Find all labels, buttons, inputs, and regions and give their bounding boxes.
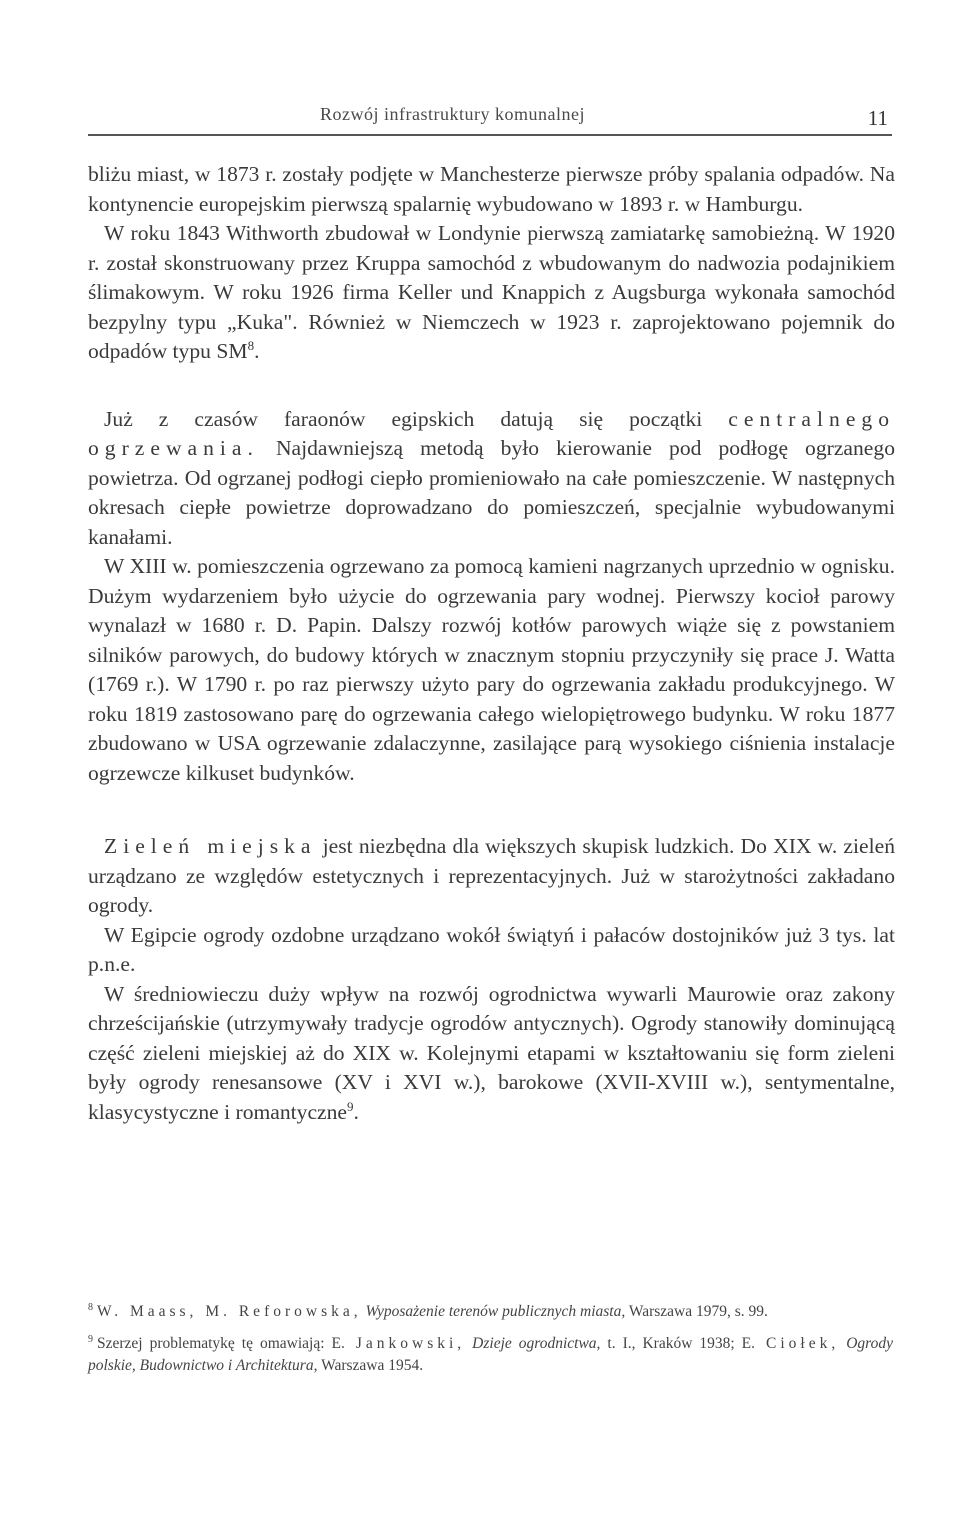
footnote-9-mid: t. I., Kraków 1938; E. bbox=[600, 1335, 756, 1353]
paragraph-1-text: bliżu miast, w 1873 r. zostały podjęte w Manchesterze pierwsze próby spalania odpadów. Na kontynencie europejskim pierwszą spalarnię wybudowano w 1893 r. w Hamburgu. bbox=[88, 162, 895, 216]
footnote-8-author-2: M. Reforowska, bbox=[197, 1303, 362, 1321]
footnote-9-author-1: Jankowski, bbox=[344, 1335, 466, 1353]
paragraph-7-text: W średniowieczu duży wpływ na rozwój ogrodnictwa wywarli Maurowie oraz zakony chrześcijańskie (utrzymywały tradycje ogrodów antycznych). Ogrody stanowiły dominującą część zieleni miejskiej aż do XIX w. Kolejnymi etapami w kształtowaniu się form zieleni były ogrody renesansowe (XV i XVI w.), barokowe (XVII-XVIII w.), sentymentalne, klasycystyczne i romantyczne bbox=[88, 981, 895, 1124]
header-rule bbox=[88, 134, 892, 136]
paragraph-2-end: . bbox=[254, 339, 260, 363]
paragraph-2-text: W roku 1843 Withworth zbudował w Londynie pierwszą zamiatarkę samobieżną. W 1920 r. został skonstruowany przez Kruppa samochód z wbudowanym do nadwozia podajnikiem ślimakowym. W roku 1926 firma Keller und Knappich z Augsburga wykonała samochód bezpylny typu „Kuka". Również w Niemczech w 1923 r. zaprojektowano pojemnik do odpadów typu SM bbox=[88, 221, 895, 363]
body-text bbox=[88, 160, 895, 1127]
paragraph-5-text: jest niezbędna dla większych skupisk ludzkich. Do XIX w. zieleń urządzano ze względów estetycznych i reprezentacyjnych. Już w starożytności zakładano ogrody. bbox=[88, 834, 895, 917]
footnote-9-rest: Warszawa 1954. bbox=[317, 1357, 424, 1375]
paragraph-5 bbox=[88, 832, 895, 921]
footnote-9-author-2: Ciołek, bbox=[755, 1335, 840, 1353]
paragraph-4 bbox=[88, 552, 895, 788]
term-zielen-miejska: Zieleń miejska bbox=[104, 834, 317, 858]
paragraph-1 bbox=[88, 160, 895, 219]
footnote-8-rest: Warszawa 1979, s. 99. bbox=[625, 1303, 768, 1321]
footnote-9-number: 9 bbox=[88, 1334, 93, 1346]
paragraph-7 bbox=[88, 980, 895, 1128]
term-centralne-ogrzewanie: centralnego ogrzewania. bbox=[88, 406, 895, 460]
footnote-8-author-1: W. Maass, bbox=[97, 1303, 198, 1321]
running-header bbox=[88, 100, 892, 132]
footnote-8 bbox=[88, 1297, 893, 1323]
paragraph-7-end: . bbox=[353, 1099, 359, 1124]
paragraph-6-text: W Egipcie ogrody ozdobne urządzano wokół świątyń i pałaców dostojników już 3 tys. lat p.n.e. bbox=[88, 922, 895, 976]
paragraph-3-text: Najdawniejszą metodą było kierowanie pod podłogę ogrzanego powietrza. Od ogrzanej podłogi ciepło promieniowało na całe pomieszczenie. W następnych okresach ciepłe powietrze doprowadzano do pomieszczeń, specjalnie wybudowanymi kanałami. bbox=[88, 436, 895, 549]
footnotes bbox=[88, 1297, 893, 1377]
footnote-8-number: 8 bbox=[88, 1302, 93, 1313]
paragraph-6 bbox=[88, 921, 895, 980]
footnote-ref-9: 9 bbox=[347, 1098, 354, 1114]
footnote-ref-8: 8 bbox=[247, 337, 255, 353]
footnote-8-title: Wyposażenie terenów publicznych miasta, bbox=[361, 1303, 626, 1321]
footnote-9-title-2: Ogrody polskie, Budownictwo i Architektura, bbox=[88, 1335, 894, 1375]
paragraph-4-text: W XIII w. pomieszczenia ogrzewano za pomocą kamieni nagrzanych uprzednio w ognisku. Dużym wydarzeniem było użycie do ogrzewania pary wodnej. Pierwszy kocioł parowy wynalazł w 1680 r. D. Papin. Dalszy rozwój kotłów parowych wiąże się z powstaniem silników parowych, do budowy których w znacznym stopniu przyczyniły się prace J. Watta (1769 r.). W 1790 r. po raz pierwszy użyto pary do ogrzewania zakładu produkcyjnego. W roku 1819 zastosowano parę do ogrzewania całego wielopiętrowego budynku. W roku 1877 zbudowano w USA ogrzewanie zdalaczynne, zasilające parą wysokiego ciśnienia instalacje ogrzewcze kilkuset budynków. bbox=[88, 554, 895, 785]
paragraph-2 bbox=[88, 219, 895, 367]
page-number: 11 bbox=[867, 106, 888, 130]
footnote-9 bbox=[88, 1329, 893, 1377]
paragraph-3-lead: Już z czasów faraonów egipskich datują się początki bbox=[104, 406, 729, 431]
footnote-9-title-1: Dzieje ogrodnictwa, bbox=[465, 1335, 601, 1353]
paragraph-3 bbox=[88, 405, 895, 553]
running-title: Rozwój infrastruktury komunalnej bbox=[320, 104, 585, 124]
footnote-9-lead: Szerzej problematykę tę omawiają: E. bbox=[97, 1335, 345, 1353]
